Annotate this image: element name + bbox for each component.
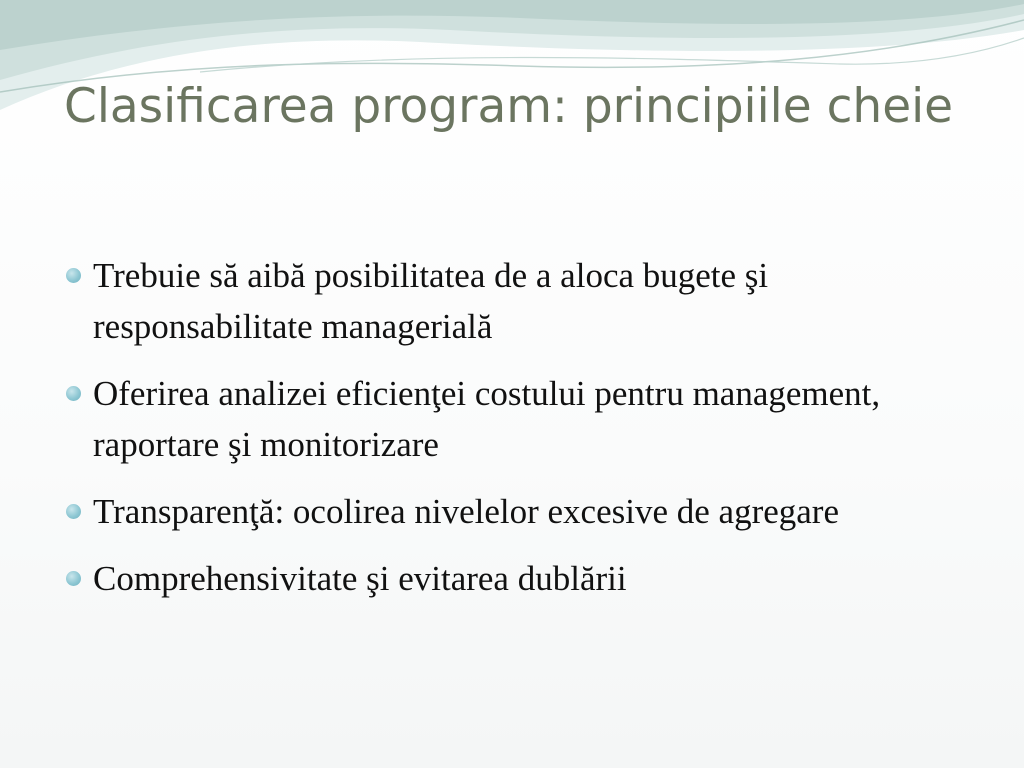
bullet-list <box>66 250 946 620</box>
list-item <box>66 486 946 537</box>
bullet-text: Transparenţă: ocolirea nivelelor excesive de agregare <box>93 492 839 531</box>
bullet-text: Comprehensivitate şi evitarea dublării <box>93 559 627 598</box>
bullet-text: Trebuie să aibă posibilitatea de a aloca bugete şi responsabilitate managerială <box>93 256 769 346</box>
bullet-icon <box>66 504 81 519</box>
list-item <box>66 368 946 470</box>
bullet-icon <box>66 268 81 283</box>
bullet-icon <box>66 571 81 586</box>
list-item <box>66 250 946 352</box>
slide-title: Clasificarea program: principiile cheie <box>64 79 954 134</box>
bullet-text: Oferirea analizei eficienţei costului pentru management, raportare şi monitorizare <box>93 374 881 464</box>
list-item <box>66 553 946 604</box>
bullet-icon <box>66 386 81 401</box>
